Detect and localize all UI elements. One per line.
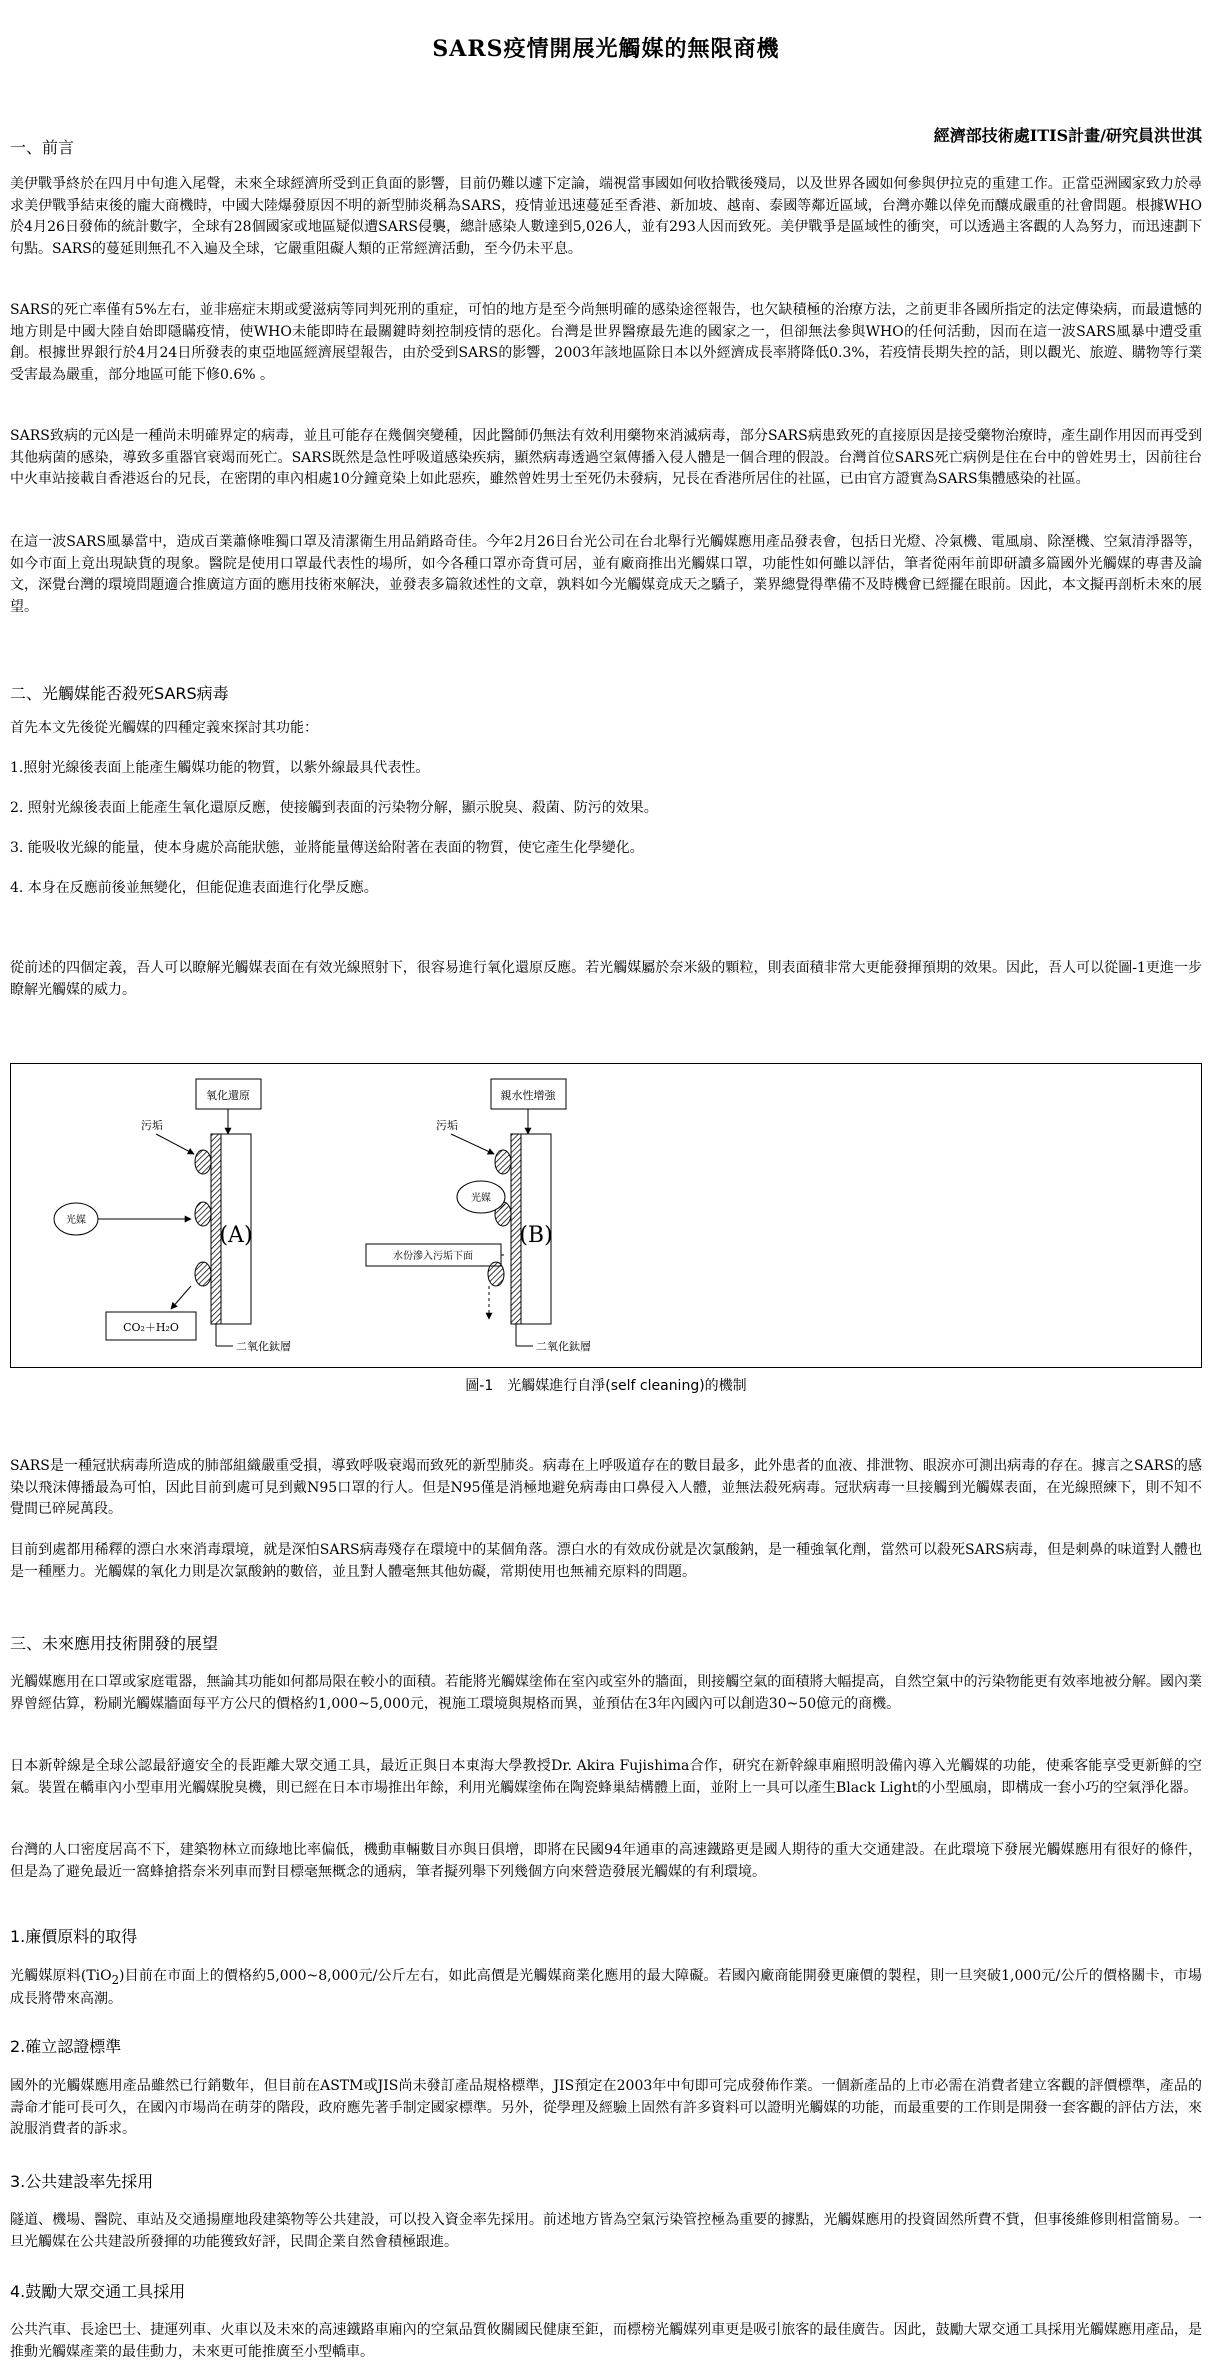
section-3-para-3: 台灣的人口密度居高不下，建築物林立而綠地比率偏低，機動車輛數目亦與日俱增，即將在民國94年通車的高速鐵路更是國人期待的重大交通建設。在此環境下發展光觸媒應用有很好的條件，但是為了避免最近一窩蜂搶搭奈米列車而對目標毫無概念的通病，筆者擬列舉下列幾個方向來營造發展光觸媒的有利環境。	[10, 1842, 1202, 1880]
tio2-label-b: 二氧化鈦層	[536, 1340, 591, 1353]
document-page	[10, 0, 1202, 2360]
section-1-para-3: SARS致病的元凶是一種尚未明確界定的病毒，並且可能存在幾個突變種，因此醫師仍無法有效利用藥物來消滅病毒，部分SARS病患致死的直接原因是接受藥物治療時，產生副作用因而再受到其他病菌的感染，導致多重器官衰竭而死亡。SARS既然是急性呼吸道感染疾病，顯然病毒透過空氣傳播入侵人體是一個合理的假設。台灣首位SARS死亡病例是住在台中的曾姓男士，因前往台中火車站接載自香港返台的兄長，在密閉的車內相處10分鐘竟染上如此惡疾，雖然曾姓男士至死仍未發病，兄長在香港所居住的社區，已由官方證實為SARS集體感染的社區。	[10, 428, 1202, 488]
section-3-para-2: 日本新幹線是全球公認最舒適安全的長距離大眾交通工具，最近正與日本東海大學教授Dr. Akira Fujishima合作，研究在新幹線車廂照明設備內導入光觸媒的功能，使乘客能享受更新鮮的空氣。裝置在轎車內小型車用光觸媒脫臭機，則已經在日本市場推出年餘，利用光觸媒塗佈在陶瓷蜂巢結構體上面，並附上一具可以產生Black Light的小型風扇，即構成一套小巧的空氣淨化器。	[10, 1758, 1202, 1796]
section-3-para-1: 光觸媒應用在口罩或家庭電器，無論其功能如何都局限在較小的面積。若能將光觸媒塗佈在室內或室外的牆面，則接觸空氣的面積將大幅提高，自然空氣中的污染物能更有效率地被分解。國內業界曾經估算，粉刷光觸媒牆面每平方公尺的價格約1,000~5,000元，視施工環境與規格而異，並預估在3年內國內可以創造30~50億元的商機。	[10, 1674, 1202, 1712]
definition-1: 1.照射光線後表面上能產生觸媒功能的物質，以紫外線最具代表性。	[10, 760, 430, 776]
definition-4: 4. 本身在反應前後並無變化，但能促進表面進行化學反應。	[10, 880, 378, 896]
section-2-para-bleach: 目前到處都用稀釋的漂白水來消毒環境，就是深怕SARS病毒殘存在環境中的某個角落。漂白水的有效成份就是次氯酸鈉，是一種強氧化劑，當然可以殺死SARS病毒，但是刺鼻的味道對人體也是一種壓力。光觸媒的氧化力則是次氯酸鈉的數倍，並且對人體毫無其他妨礙，常期使用也無補充原料的問題。	[10, 1542, 1202, 1580]
water-label: 水份滲入污垢下面	[393, 1251, 473, 1262]
section-1-heading: 一、前言	[10, 138, 75, 157]
subsection-4-text: 公共汽車、長途巴士、捷運列車、火車以及未來的高速鐵路車廂內的空氣品質攸關國民健康至鉅，而標榜光觸媒列車更是吸引旅客的最佳廣告。因此，鼓勵大眾交通工具採用光觸媒應用產品，是推動光觸媒產業的最佳動力，未來更可能推廣至小型轎車。	[10, 2322, 1202, 2360]
label-hydrophilic: 親水性增強	[500, 1089, 556, 1102]
subsection-1-heading: 1.廉價原料的取得	[10, 1927, 138, 1946]
section-2-para-defs-summary: 從前述的四個定義，吾人可以瞭解光觸媒表面在有效光線照射下，很容易進行氧化還原反應。若光觸媒屬於奈米級的顆粒，則表面積非常大更能發揮預期的效果。因此，吾人可以從圖-1更進一步瞭解光觸媒的威力。	[10, 960, 1202, 998]
figure-1-caption: 圖-1 光觸媒進行自淨(self cleaning)的機制	[465, 1378, 747, 1394]
dirt-particle-a3	[195, 1262, 211, 1286]
subsection-3-heading: 3.公共建設率先採用	[10, 2172, 154, 2191]
marker-b: (B)	[519, 1223, 553, 1248]
light-label-b: 光媒	[471, 1193, 491, 1204]
section-2-heading: 二、光觸媒能否殺死SARS病毒	[10, 684, 229, 703]
section-1-para-2: SARS的死亡率僅有5%左右，並非癌症末期或愛滋病等同判死刑的重症，可怕的地方是至今尚無明確的感染途徑報告，也欠缺積極的治療方法，之前更非各國所指定的法定傳染病，而最遺憾的地方則是中國大陸自始即隱瞞疫情，使WHO未能即時在最關鍵時刻控制疫情的惡化。台灣是世界醫療最先進的國家之一，但卻無法參與WHO的任何活動，因而在這一波SARS風暴中遭受重創。根據世界銀行於4月24日所發表的東亞地區經濟展望報告，由於受到SARS的影響，2003年該地區除日本以外經濟成長率將降低0.3%，若疫情長期失控的話，則以觀光、旅遊、購物等行業受害最為嚴重，部分地區可能下修0.6% 。	[10, 302, 1202, 384]
figure-1-diagram	[11, 1064, 1201, 1367]
section-2-intro: 首先本文先後從光觸媒的四種定義來探討其功能：	[10, 720, 318, 736]
section-1-para-4: 在這一波SARS風暴當中，造成百業蕭條唯獨口罩及清潔衛生用品銷路奇佳。今年2月26日台光公司在台北舉行光觸媒應用產品發表會，包括日光燈、冷氣機、電風扇、除溼機、空氣清淨器等，如今市面上竟出現缺貨的現象。醫院是使用口罩最代表性的場所，如今各種口罩亦奇貨可居，並有廠商推出光觸媒口罩，功能性如何雖以評估，筆者從兩年前即研讀多篇國外光觸媒的專書及論文，深覺台灣的環境問題適合推廣這方面的應用技術來解決，並發表多篇敘述性的文章，孰料如今光觸媒竟成天之驕子，業界總覺得準備不及時機會已經擺在眼前。因此，本文擬再剖析未來的展望。	[10, 534, 1202, 616]
document-title: SARS疫情開展光觸媒的無限商機	[432, 36, 780, 62]
definition-2: 2. 照射光線後表面上能產生氧化還原反應，使接觸到表面的污染物分解，顯示脫臭、殺菌、防污的效果。	[10, 800, 658, 816]
dirt-particle-b1	[495, 1150, 511, 1174]
marker-a: (A)	[219, 1223, 253, 1248]
dirt-particle-a1	[195, 1150, 211, 1174]
dirt-particle-a2	[195, 1202, 211, 1226]
tio2-label-a: 二氧化鈦層	[236, 1340, 291, 1353]
subsection-2-heading: 2.確立認證標準	[10, 2037, 122, 2056]
diagram-b	[366, 1079, 591, 1353]
author-line: 經濟部技術處ITIS計畫/研究員洪世淇	[933, 126, 1202, 146]
dirt-label-a: 污垢	[141, 1119, 163, 1132]
definition-3: 3. 能吸收光線的能量，使本身處於高能狀態，並將能量傳送給附著在表面的物質，使它產生化學變化。	[10, 840, 644, 856]
section-3-heading: 三、未來應用技術開發的展望	[10, 1634, 219, 1653]
diagram-a	[54, 1079, 291, 1353]
section-1-para-1: 美伊戰爭終於在四月中旬進入尾聲，未來全球經濟所受到正負面的影響，目前仍難以遽下定論，端視當事國如何收拾戰後殘局，以及世界各國如何參與伊拉克的重建工作。正當亞洲國家致力於尋求美伊戰爭結束後的龐大商機時，中國大陸爆發原因不明的新型肺炎稱為SARS，疫情並迅速蔓延至香港、新加坡、越南、泰國等鄰近區域，台灣亦難以倖免而釀成嚴重的社會問題。根據WHO於4月26日發佈的統計數字，全球有28個國家或地區疑似遭SARS侵襲，總計感染人數達到5,026人，並有293人因而致死。美伊戰爭是區域性的衝突，可以透過主客觀的人為努力，而迅速劃下句點。SARS的蔓延則無孔不入遍及全球，它嚴重阻礙人類的正常經濟活動，至今仍未平息。	[10, 176, 1202, 258]
light-label-a: 光媒	[66, 1215, 86, 1226]
dirt-label-b: 污垢	[436, 1119, 458, 1132]
subsection-4-heading: 4.鼓勵大眾交通工具採用	[10, 2282, 186, 2301]
figure-1-box	[10, 1063, 1202, 1368]
subsection-1-text: 光觸媒原料(TiO$_2$)目前在市面上的價格約5,000~8,000元/公斤左右，如此高價是光觸媒商業化應用的最大障礙。若國內廠商能開發更廉價的製程，則一旦突破1,000元/公斤的價格關卡，市場成長將帶來高潮。	[10, 1968, 1202, 2007]
product-label: CO₂＋H₂O	[123, 1321, 179, 1334]
subsection-2-text: 國外的光觸媒應用產品雖然已行銷數年，但目前在ASTM或JIS尚未發訂產品規格標準，JIS預定在2003年中旬即可完成發佈作業。一個新產品的上市必需在消費者建立客觀的評價標準，產品的壽命才能可長可久，在國內市場尚在萌芽的階段，政府應先著手制定國家標準。另外，從學理及經驗上固然有許多資料可以證明光觸媒的功能，而最重要的工作則是開發一套客觀的評估方法，來說服消費者的訴求。	[10, 2078, 1202, 2138]
label-oxidation: 氧化還原	[206, 1089, 250, 1102]
subsection-3-text: 隧道、機場、醫院、車站及交通揚塵地段建築物等公共建設，可以投入資金率先採用。前述地方皆為空氣污染管控極為重要的據點，光觸媒應用的投資固然所費不貲，但事後維修則相當簡易。一旦光觸媒在公共建設所發揮的功能獲致好評，民間企業自然會積極跟進。	[10, 2212, 1202, 2250]
section-2-para-sars: SARS是一種冠狀病毒所造成的肺部組織嚴重受損，導致呼吸衰竭而致死的新型肺炎。病毒在上呼吸道存在的數目最多，此外患者的血液、排泄物、眼淚亦可測出病毒的存在。據言之SARS的感染以飛沫傳播最為可怕，因此目前到處可見到戴N95口罩的行人。但是N95僅是消極地避免病毒由口鼻侵入人體，並無法殺死病毒。冠狀病毒一旦接觸到光觸媒表面，在光線照練下，則不知不覺間已碎屍萬段。	[10, 1458, 1202, 1518]
